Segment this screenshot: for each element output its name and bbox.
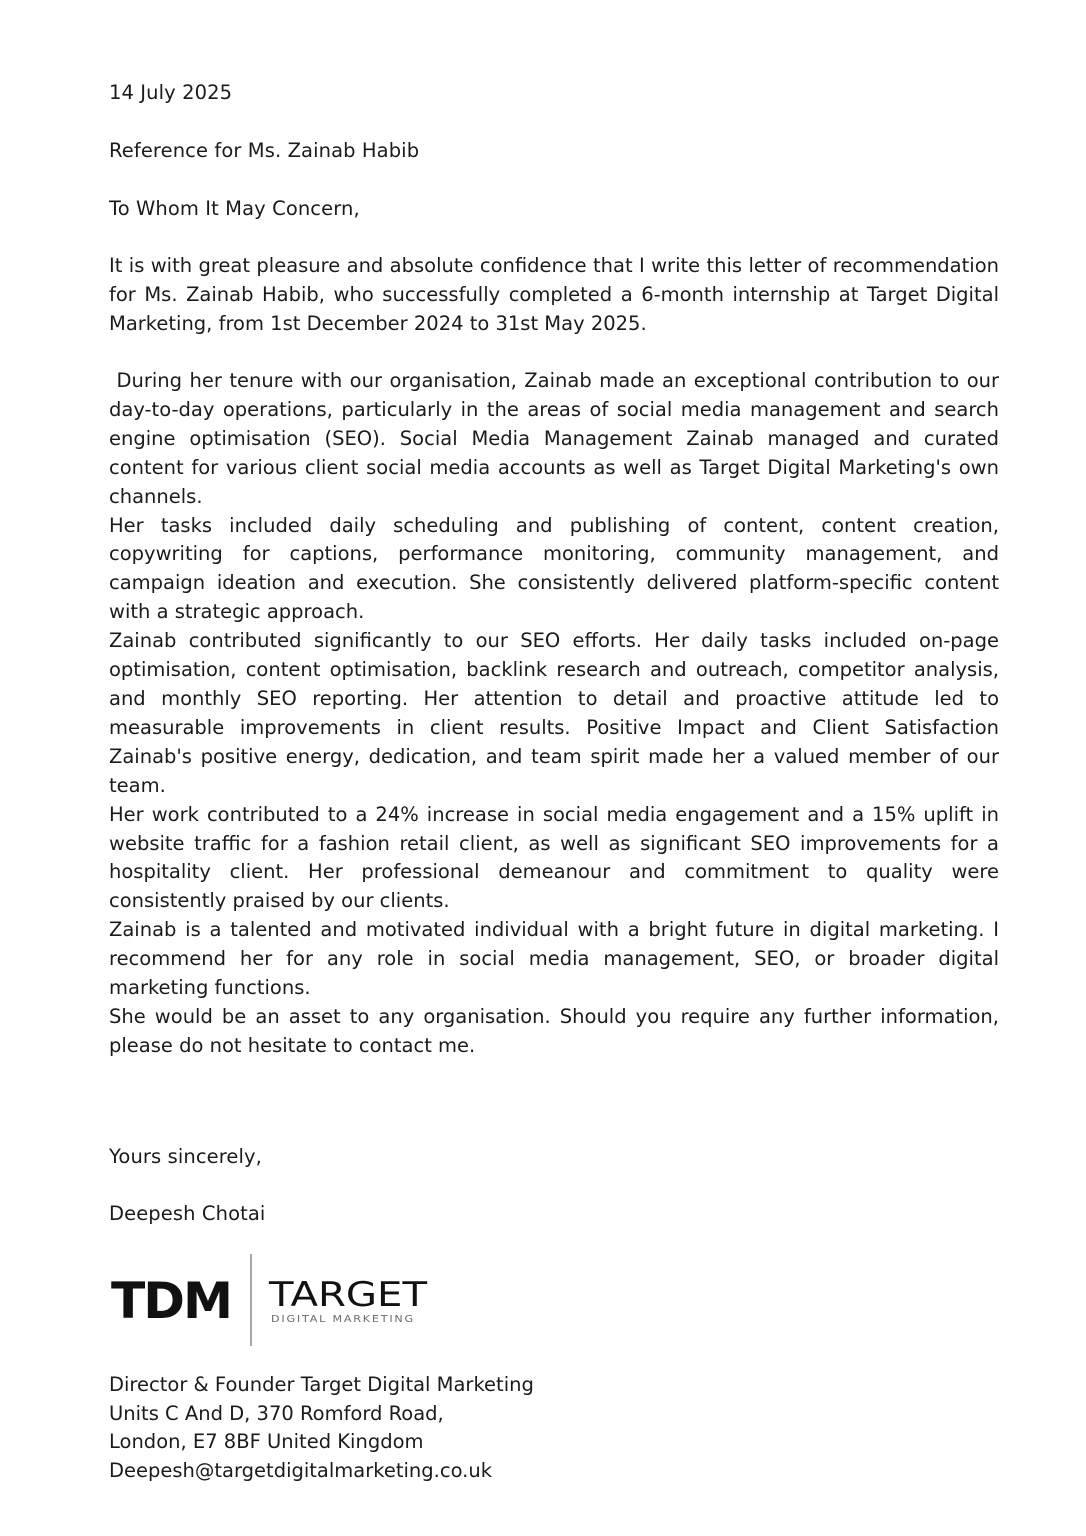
body-paragraph-recommendation: Zainab is a talented and motivated individual with a bright future in digital marketing. I recommend her for any role in social media management, SEO, or broader digital marketing functions. bbox=[109, 918, 999, 1000]
signatory-title: Director & Founder Target Digital Marketing bbox=[109, 1373, 534, 1396]
signature-block bbox=[109, 1371, 534, 1485]
salutation: To Whom It May Concern, bbox=[109, 197, 360, 220]
logo-monogram: TDM bbox=[111, 1272, 231, 1330]
body-paragraph-seo: Zainab contributed significantly to our SEO efforts. Her daily tasks included on-page optimisation, content optimisation, backlink research and outreach, competitor analysis, and monthly SEO reporting. Her attention to detail and proactive attitude led to measurable improvements in client results. Positive Impact and Client Satisfaction Zainab's positive energy, dedication, and team spirit made her a valued member of our team. bbox=[109, 629, 999, 797]
logo-tagline: DIGITAL MARKETING bbox=[271, 1314, 415, 1325]
tdm-logo bbox=[109, 1248, 439, 1350]
intro-text: It is with great pleasure and absolute confidence that I write this letter of recommendation for Ms. Zainab Habib, who successfully completed a 6-month internship at Target Digital Marketing, from 1st December 2024 to 31st May 2025. bbox=[109, 254, 999, 335]
contact-email[interactable]: Deepesh@targetdigitalmarketing.co.uk bbox=[109, 1458, 493, 1482]
address-line-1: Units C And D, 370 Romford Road, bbox=[109, 1401, 444, 1425]
body-paragraph-contribution: During her tenure with our organisation, Zainab made an exceptional contribution to our day-to-day operations, particularly in the areas of social media management and search engine optimisation (SEO). Social Media Management Zainab managed and curated content for various client social media accounts as well as Target Digital Marketing's own channels. bbox=[109, 369, 999, 508]
address-line-2: London, E7 8BF United Kingdom bbox=[109, 1430, 424, 1453]
signatory-name: Deepesh Chotai bbox=[109, 1202, 266, 1225]
letter-subject: Reference for Ms. Zainab Habib bbox=[109, 139, 420, 162]
body-paragraph-contact: She would be an asset to any organisation. Should you require any further information, please do not hesitate to contact me. bbox=[109, 1004, 999, 1057]
body-paragraph-tasks: Her tasks included daily scheduling and publishing of content, content creation, copywriting for captions, performance monitoring, community management, and campaign ideation and execution. She consistently delivered platform-specific content with a strategic approach. bbox=[109, 513, 999, 624]
body-paragraph-results: Her work contributed to a 24% increase in social media engagement and a 15% uplift in website traffic for a fashion retail client, as well as significant SEO improvements for a hospitality client. Her professional demeanour and commitment to quality were consistently praised by our clients. bbox=[109, 802, 999, 913]
intro-paragraph bbox=[109, 252, 999, 339]
closing: Yours sincerely, bbox=[109, 1145, 262, 1168]
body-section bbox=[109, 367, 999, 1061]
logo-wordmark: TARGET bbox=[267, 1275, 428, 1315]
letter-date: 14 July 2025 bbox=[109, 81, 233, 104]
